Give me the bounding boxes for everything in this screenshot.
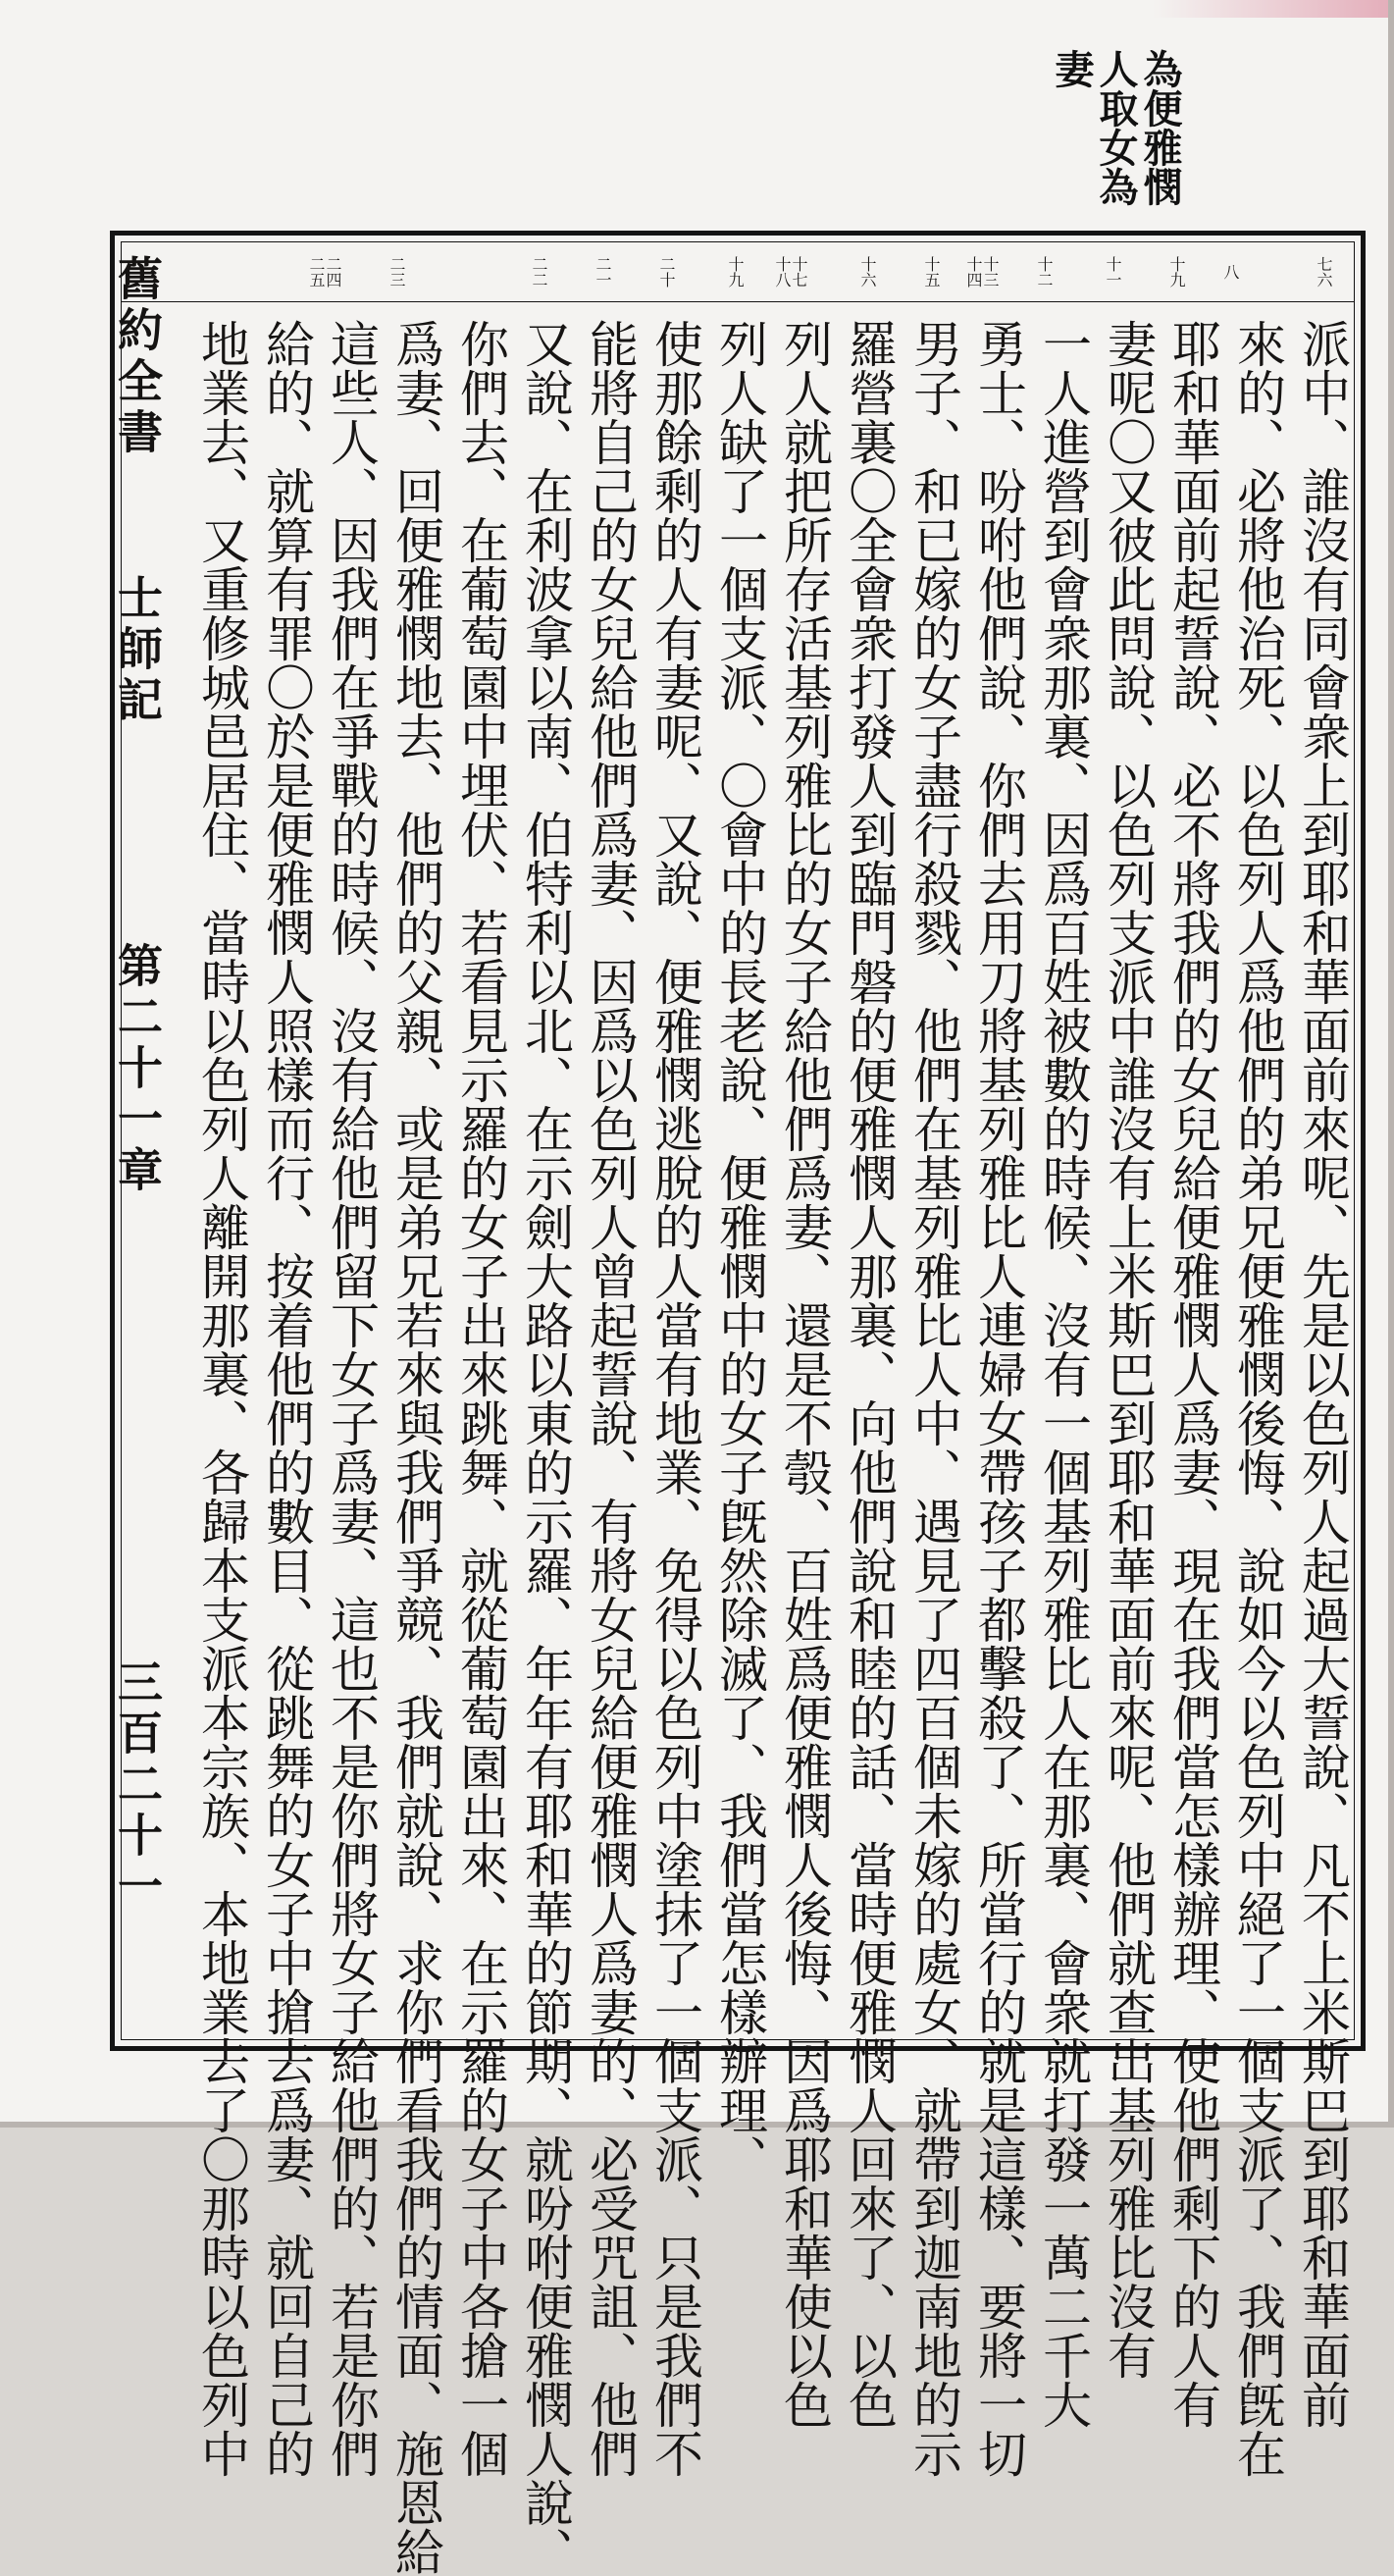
verse-number: 二四二五 [307,256,342,288]
text-column: 來的、必將他治死、以色列人爲他們的弟兄便雅憫後悔、說如今以色列中絕了一個支派了、我們旣在 [1229,319,1286,2478]
verse-number: 七六 [1315,256,1333,288]
verse-number: 二一 [594,256,612,288]
text-column: 勇士、吩咐他們說、你們去用刀將基列雅比人連婦女帶孩子都擊殺了、所當行的就是這樣、要將一切 [970,319,1027,2478]
text-column: 使那餘剩的人有妻呢、又說、便雅憫逃脫的人當有地業、免得以色列中塗抹了一個支派、只是我們不 [646,319,703,2478]
text-column: 爲妻、回便雅憫地去、他們的父親、或是弟兄若來與我們爭競、我們就說、求你們看我們的情面、施恩給 [387,319,444,2576]
text-column: 又說、在利波拿以南、伯特利以北、在示劍大路以東的示羅、年年有耶和華的節期、就吩咐便雅憫人說、 [517,319,574,2576]
text-column: 能將自己的女兒給他們爲妻、因爲以色列人曾起誓說、有將女兒給便雅憫人爲妻的、必受咒詛、他們 [582,319,639,2478]
page-edge-mark [1153,0,1388,18]
header-note: 為便雅憫人取女為妻 [1049,49,1183,206]
running-head-book: 士師記 [111,574,164,727]
text-column: 一人進營到會衆那裏、因爲百姓被數的時候、沒有一個基列雅比人在那裏、會衆就打發一萬二千大 [1035,319,1092,2429]
verse-number: 十三十四 [964,256,1000,288]
text-column: 派中、誰沒有同會衆上到耶和華面前來呢、先是以色列人起過大誓說、凡不上米斯巴到耶和華面前 [1294,319,1351,2429]
verse-number-band [122,242,1354,302]
text-column: 地業去、又重修城邑居住、當時以色列人離開那裏、各歸本支派本宗族、本地業去了〇那時以色列中 [193,319,250,2478]
bleed-through-mark [1197,69,1232,236]
verse-number: 十六 [858,256,877,288]
text-column: 羅營裏〇全會衆打發人到臨門磐的便雅憫人那裏、向他們說和睦的話、當時便雅憫人回來了、以色 [841,319,898,2429]
text-column: 耶和華面前起誓說、必不將我們的女兒給便雅憫人爲妻、現在我們當怎樣辦理、使他們剩下的人有 [1164,319,1221,2429]
page-number: 三百二十一 [111,1658,164,1914]
verse-number: 十九 [726,256,745,288]
verse-number: 十九 [1167,256,1186,288]
verse-number: 二二 [530,256,548,288]
verse-number: 八 [1221,264,1240,280]
verse-number: 二三 [387,256,406,288]
text-frame-inner [121,241,1355,2576]
verse-number: 二十 [657,256,676,288]
verse-number: 十二 [1035,256,1054,288]
text-column: 給的、就算有罪〇於是便雅憫人照樣而行、按着他們的數目、從跳舞的女子中搶去爲妻、就回自己的 [258,319,315,2478]
verse-number: 十五 [922,256,941,288]
running-head-title: 舊約全書 [111,255,164,459]
verse-number: 十一 [1104,256,1122,288]
text-column: 這些人、因我們在爭戰的時候、沒有給他們留下女子爲妻、這也不是你們將女子給他們的、若是你們 [323,319,380,2478]
text-frame [110,231,1366,2576]
text-column: 你們去、在葡萄園中埋伏、若看見示羅的女子出來跳舞、就從葡萄園出來、在示羅的女子中各搶一個 [452,319,509,2478]
text-column: 男子、和已嫁的女子盡行殺戮、他們在基列雅比人中、遇見了四百個未嫁的處女、就帶到迦南地的示 [905,319,962,2478]
text-column: 妻呢〇又彼此問說、以色列支派中誰沒有上米斯巴到耶和華面前來呢、他們就查出基列雅比沒有 [1100,319,1157,2380]
verse-number: 十七十八 [773,256,808,288]
text-column: 列人就把所存活基列雅比的女子給他們爲妻、還是不彀、百姓爲便雅憫人後悔、因爲耶和華使以色 [776,319,833,2429]
text-body [133,305,1351,2576]
text-column: 列人缺了一個支派、〇會中的長老說、便雅憫中的女子旣然除滅了、我們當怎樣辦理、 [711,319,768,2183]
running-head-chapter: 第二十一章 [111,942,164,1197]
